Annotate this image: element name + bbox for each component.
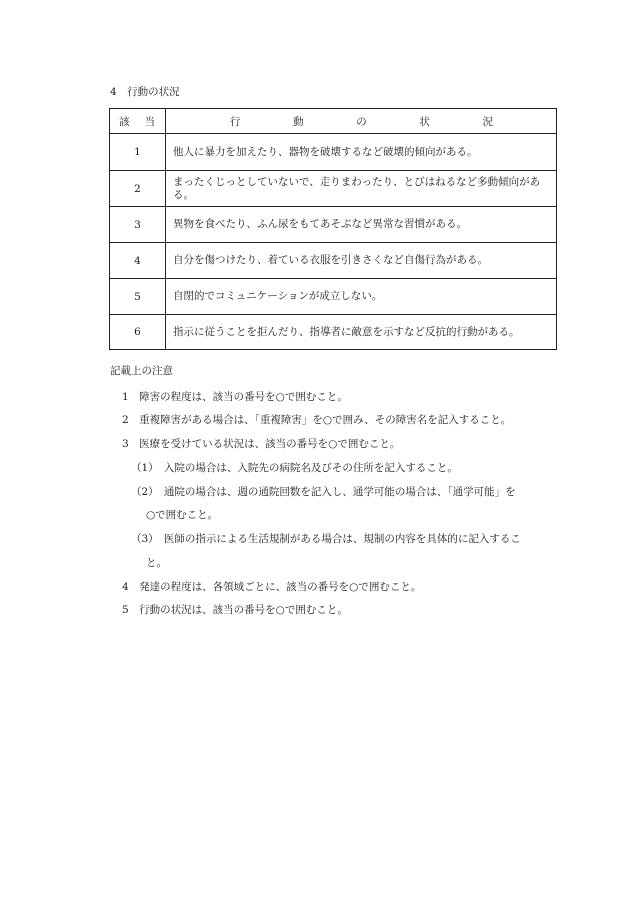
note-item: 2 重複障害がある場合は、「重複障害」を○で囲み、その障害名を記入すること。 <box>122 414 512 426</box>
row-number: 1 <box>110 134 166 171</box>
section-title: 4 行動の状況 <box>110 86 180 98</box>
header-behavior-status <box>166 109 557 134</box>
note-subitem: （1） 入院の場合は、入院先の病院名及びその住所を記入すること。 <box>131 462 458 474</box>
table-header-row <box>110 109 557 134</box>
table-row <box>110 243 557 279</box>
header-applicable <box>110 109 166 134</box>
table-row <box>110 315 557 350</box>
table-row <box>110 134 557 171</box>
header-char: 況 <box>482 115 493 128</box>
row-number: 4 <box>110 243 166 279</box>
note-subitem-continuation: と。 <box>146 557 167 569</box>
row-description: 異物を食べたり、ふん尿をもてあそぶなど異常な習慣がある。 <box>166 207 557 243</box>
table-row <box>110 207 557 243</box>
row-description: 指示に従うことを拒んだり、指導者に敵意を示すなど反抗的行動がある。 <box>166 315 557 350</box>
note-subitem-continuation: ○で囲むこと。 <box>146 509 219 521</box>
row-number: 3 <box>110 207 166 243</box>
note-item: 5 行動の状況は、該当の番号を○で囲むこと。 <box>122 604 348 616</box>
row-description: 自閉的でコミュニケーションが成立しない。 <box>166 279 557 315</box>
header-char: 該 <box>119 115 130 128</box>
row-description: 自分を傷つけたり、着ている衣服を引きさくなど自傷行為がある。 <box>166 243 557 279</box>
header-char: の <box>356 115 367 128</box>
note-item: 3 医療を受けている状況は、該当の番号を○で囲むこと。 <box>122 438 401 450</box>
table-row <box>110 279 557 315</box>
row-description: 他人に暴力を加えたり、器物を破壊するなど破壊的傾向がある。 <box>166 134 557 171</box>
table-row <box>110 171 557 207</box>
header-char: 状 <box>419 115 430 128</box>
row-number: 5 <box>110 279 166 315</box>
header-char: 当 <box>144 115 155 128</box>
note-item: 4 発達の程度は、各領域ごとに、該当の番号を○で囲むこと。 <box>122 581 422 593</box>
note-subitem: （3） 医師の指示による生活規制がある場合は、規制の内容を具体的に記入するこ <box>131 533 521 545</box>
row-number: 6 <box>110 315 166 350</box>
header-char: 行 <box>230 115 241 128</box>
note-item: 1 障害の程度は、該当の番号を○で囲むこと。 <box>122 391 348 403</box>
row-number: 2 <box>110 171 166 207</box>
header-char: 動 <box>293 115 304 128</box>
notes-title: 記載上の注意 <box>110 365 173 377</box>
row-description: まったくじっとしていないで、走りまわったり、とびはねるなど多動傾向がある。 <box>166 171 557 207</box>
behavior-table <box>109 108 557 350</box>
note-subitem: （2） 通院の場合は、週の通院回数を記入し、通学可能の場合は、「通学可能」を <box>131 486 516 498</box>
